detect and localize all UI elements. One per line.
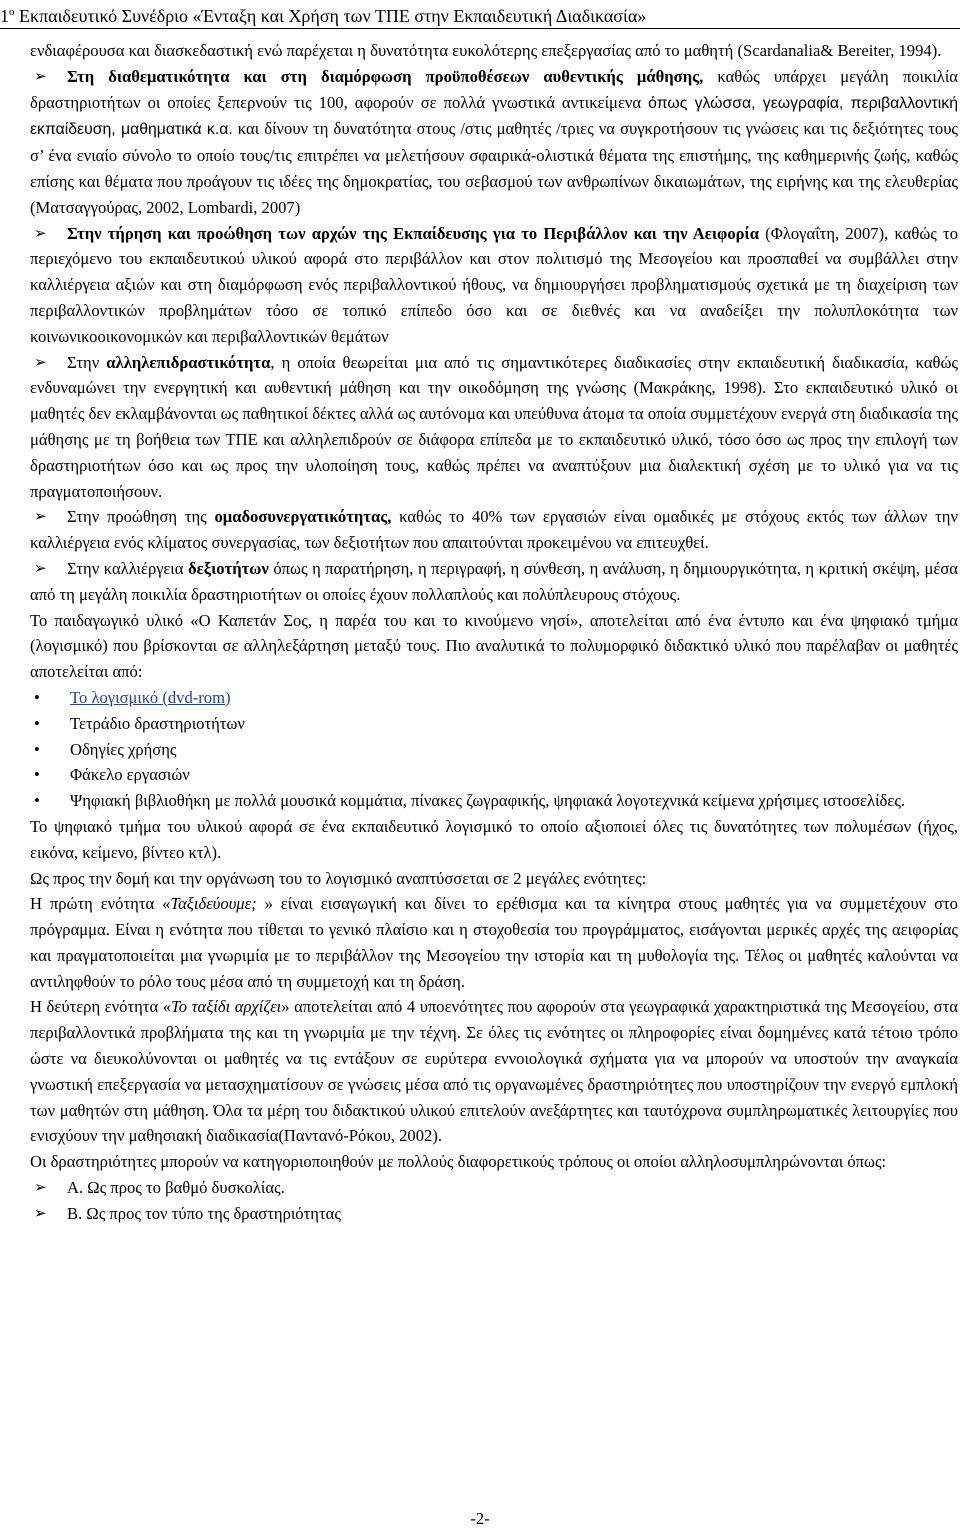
bold-phrase: ομαδοσυνεργατικότητας,	[214, 507, 392, 527]
software-link[interactable]: Το λογισμικό (dvd-rom)	[70, 687, 231, 707]
bullet-dot-icon: •	[34, 739, 40, 759]
para-text: » αποτελείται από 4 υποενότητες που αφορούν στα γεωγραφικά χαρακτηριστικά της Μεσογείου, στα περιβαλλοντικά προβλήματα της και τη γνωριμία με την τέχνη. Σε όλες τις ενότητες οι πληροφορίες είναι δομημένες κατά τέτοιο τρόπο ώστε να διευκολύνονται οι μαθητές να τις εντάξουν σε ευρύτερα εννοιολογικά σχήματα για να μπορούν να υποστούν την αναγκαία γνωστική επεξεργασία να μετασχηματίσουν σε γνώσεις μέσα από τις οργανωμένες δραστηριότητες που υποστηρίζουν την ενεργό εμπλοκή των μαθητών στη μάθηση. Όλα τα μέρη του διδακτικού υλικού επιτελούν ανεξάρτητες και ταυτόχρονα συμπληρωματικές λειτουργίες που ενισχύουν την μαθησιακή διαδικασία(Παντανό-Ρόκου, 2002).	[30, 997, 958, 1146]
item-text: Στην προώθηση της	[67, 507, 215, 527]
header-title: Εκπαιδευτικό Συνέδριο «Ένταξη και Χρήση των ΤΠΕ στην Εκπαιδευτική Διαδικασία»	[14, 6, 647, 26]
item-text: και δίνουν τη δυνατότητα στους /στις μαθητές /τριες να συγκροτήσουν τις γνώσεις και τις δεξιότητες τους σ’ ένα ενιαίο σύνολο το οποίο τους/τις επιτρέπει να μελετήσουν σφαιρικά-ολιστικά θέματα της επιστήμης, της καθημερινής ζωής, καθώς επίσης και θέματα που προάγουν τις ιδέες της δημοκρατίας, του σεβασμού των ανθρωπίνων δικαιωμάτων, της ειρήνης και της ελευθερίας (Ματσαγγούρας, 2002, Lombardi, 2007)	[30, 119, 959, 217]
item-text: Στην	[67, 352, 107, 372]
item-text: καθώς το 40% των εργασιών είναι ομαδικές με στόχους εκτός των άλλων την καλλιέργεια ενός κλίματος συνεργασίας, των δεξιοτήτων που απαιτούνται προκειμένου να επιτευχθεί.	[30, 507, 958, 553]
bullet-item-software	[30, 685, 958, 711]
bullet-item	[30, 711, 958, 737]
arrow-bullet-icon: ➢	[34, 223, 47, 242]
bullet-text: Τετράδιο δραστηριοτήτων	[70, 713, 245, 733]
paragraph-continuation: ενδιαφέρουσα και διασκεδαστική ενώ παρέχεται η δυνατότητα ευκολότερης επεξεργασίας από το μαθητή (Scardanalia& Bereiter, 1994).	[30, 41, 942, 60]
bullet-text: Ψηφιακή βιβλιοθήκη με πολλά μουσικά κομμάτια, πίνακες ζωγραφικής, ψηφιακά λογοτεχνικά κείμενα χρήσιμες ιστοσελίδες.	[70, 791, 906, 811]
arrow-bullet-icon: ➢	[34, 507, 47, 526]
para-text: Η δεύτερη ενότητα «	[30, 997, 171, 1017]
bullet-dot-icon: •	[34, 713, 40, 733]
bold-phrase: δεξιοτήτων	[188, 558, 269, 578]
italic-title: Ταξιδεύουμε;	[170, 894, 257, 914]
document-body	[30, 38, 958, 1227]
item-text: (Φλογαΐτη, 2007), καθώς το περιεχόμενο του εκπαιδευτικού υλικού αφορά στο περιβάλλον και στον πολιτισμό της Μεσογείου και προσπαθεί να συμβάλλει στην καλλιέργεια αξιών και στη διαμόρφωση ενός περιβαλλοντικού ήθους, να δημιουργήσει προβληματισμούς σχετικά με τη διαχείριση των περιβαλλοντικών προβλημάτων τόσο σε τοπικό επίπεδο όσο και σε διεθνές και να αναδείξει την πολυπλοκότητα των κοινωνικοοικονομικών και περιβαλλοντικών θεμάτων	[30, 223, 958, 346]
arrow-item-type	[30, 1201, 958, 1227]
arrow-item-interactivity	[30, 350, 958, 505]
arrow-item-cross-curricular	[30, 64, 958, 221]
bullet-dot-icon: •	[34, 765, 40, 785]
bullet-text: Φάκελο εργασιών	[70, 765, 190, 785]
page-number: -2-	[470, 1509, 490, 1528]
item-text: όπως η παρατήρηση, η περιγραφή, η σύνθεση, η ανάλυση, η δημιουργικότητα, η κριτική σκέψη, μέσα από τη μεγάλη ποικιλία δραστηριοτήτων οι οποίες έχουν πολλαπλούς και πολύπλευρους στόχους.	[30, 558, 958, 604]
item-text: καθώς υπάρχει μεγάλη ποικιλία δραστηριοτήτων οι οποίες ξεπερνούν τις 100, αφορούν σε πολλά γνωστικά αντικείμενα	[30, 66, 958, 112]
item-text: , η οποία θεωρείται μια από τις σημαντικότερες διαδικασίες στην εκπαιδευτική διαδικασία, καθώς ενδυναμώνει την ενεργητική και αυθεντική μάθηση και την οικοδόμηση της γνώσης (Μακράκης, 1998). Στο εκπαιδευτικό υλικό οι μαθητές δεν εκλαμβάνονται ως παθητικοί δέκτες αλλά ως αυτόνομα και υπεύθυνα άτομα τα οποία συμμετέχουν ενεργά στη διαδικασία της μάθησης με τη βοήθεια των ΤΠΕ και αλληλεπιδρούν σε διάφορα επίπεδα με το εκπαιδευτικό υλικό, τόσο όσο ως προς την επιλογή των δραστηριοτήτων όσο και ως προς την υλοποίηση τους, καθώς πρέπει να αναπτύξουν μια διαλεκτική σχέση με το υλικό για να τις πραγματοποιήσουν.	[30, 352, 958, 501]
bullet-item	[30, 737, 958, 763]
bold-phrase: αλληλεπιδραστικότητα	[106, 352, 271, 372]
para-text: » είναι εισαγωγική και δίνει το ερέθισμα και τα κίνητρα στους μαθητές για να συμμετέχουν στο πρόγραμμα. Είναι η ενότητα που τίθεται το γενικό πλαίσιο και η στοχοθεσία του προγράμματος, εισάγονται μερικές αρχές της αειφορίας και πραγματοποιείται μια γνωριμία με το περιβάλλον της Μεσογείου την ιστορία και τη μυθολογία της. Τέλος οι μαθητές καλούνται να αντιληφθούν το ρόλο τους μέσα από τη συμμετοχή και τη δράση.	[30, 894, 958, 991]
header-number: 1	[0, 6, 9, 26]
item-text: Β. Ως προς τον τύπο της δραστηριότητας	[67, 1203, 341, 1223]
arrow-bullet-icon: ➢	[34, 352, 47, 371]
arrow-item-difficulty	[30, 1175, 958, 1201]
para-text: Η πρώτη ενότητα «	[30, 894, 171, 914]
bullet-dot-icon: •	[34, 791, 40, 811]
bullet-item	[30, 762, 958, 788]
arrow-item-sustainability	[30, 221, 958, 350]
arrow-bullet-icon: ➢	[34, 558, 47, 577]
paragraph-digital-part: Το ψηφιακό τμήμα του υλικού αφορά σε ένα εκπαιδευτικό λογισμικό το οποίο αξιοποιεί όλες τις δυνατότητες των πολυμέσων (ήχος, εικόνα, κείμενο, βίντεο κτλ).	[30, 816, 958, 862]
item-text: Α. Ως προς το βαθμό δυσκολίας.	[67, 1178, 285, 1198]
paragraph-structure: Ως προς την δομή και την οργάνωση του το λογισμικό αναπτύσσεται σε 2 μεγάλες ενότητες:	[30, 868, 647, 888]
paragraph-categories: Οι δραστηριότητες μπορούν να κατηγοριοποιηθούν με πολλούς διαφορετικούς τρόπους οι οποίοι αλληλοσυμπληρώνονται όπως:	[30, 1152, 887, 1172]
arrow-bullet-icon: ➢	[34, 1203, 47, 1222]
paragraph-material: Το παιδαγωγικό υλικό «Ο Καπετάν Σος, η παρέα του και το κινούμενο νησί», αποτελείται από ένα έντυπο και ένα ψηφιακό τμήμα (λογισμικό) που βρίσκονται σε αλληλεξάρτηση μεταξύ τους. Πιο αναλυτικά το πολυμορφικό διδακτικό υλικό που παρέλαβαν οι μαθητές αποτελείται από:	[30, 610, 958, 682]
paragraph-second-unit	[30, 994, 958, 1149]
bullet-dot-icon: •	[34, 687, 40, 707]
italic-title: Το ταξίδι αρχίζει	[171, 997, 282, 1017]
arrow-bullet-icon: ➢	[34, 1178, 47, 1197]
item-text-sans: όπως γλώσσα, γεωγραφία, περιβαλλοντική εκπαίδευση, μαθηματικά κ.α.	[30, 94, 958, 139]
arrow-item-skills	[30, 556, 958, 608]
bold-phrase: Στη διαθεματικότητα και στη διαμόρφωση προϋποθέσεων αυθεντικής μάθησης,	[67, 66, 704, 86]
header-ordinal: ο	[9, 6, 15, 18]
bold-phrase: Στην τήρηση και προώθηση των αρχών της Εκπαίδευσης για το Περιβάλλον και την Αειφορία	[67, 223, 759, 243]
arrow-item-collaboration	[30, 504, 958, 556]
bullet-text: Οδηγίες χρήσης	[70, 739, 177, 759]
paragraph-first-unit	[30, 891, 958, 994]
page-header	[0, 0, 960, 29]
bullet-item	[30, 788, 958, 814]
arrow-bullet-icon: ➢	[34, 66, 47, 85]
item-text: Στην καλλιέργεια	[67, 558, 188, 578]
